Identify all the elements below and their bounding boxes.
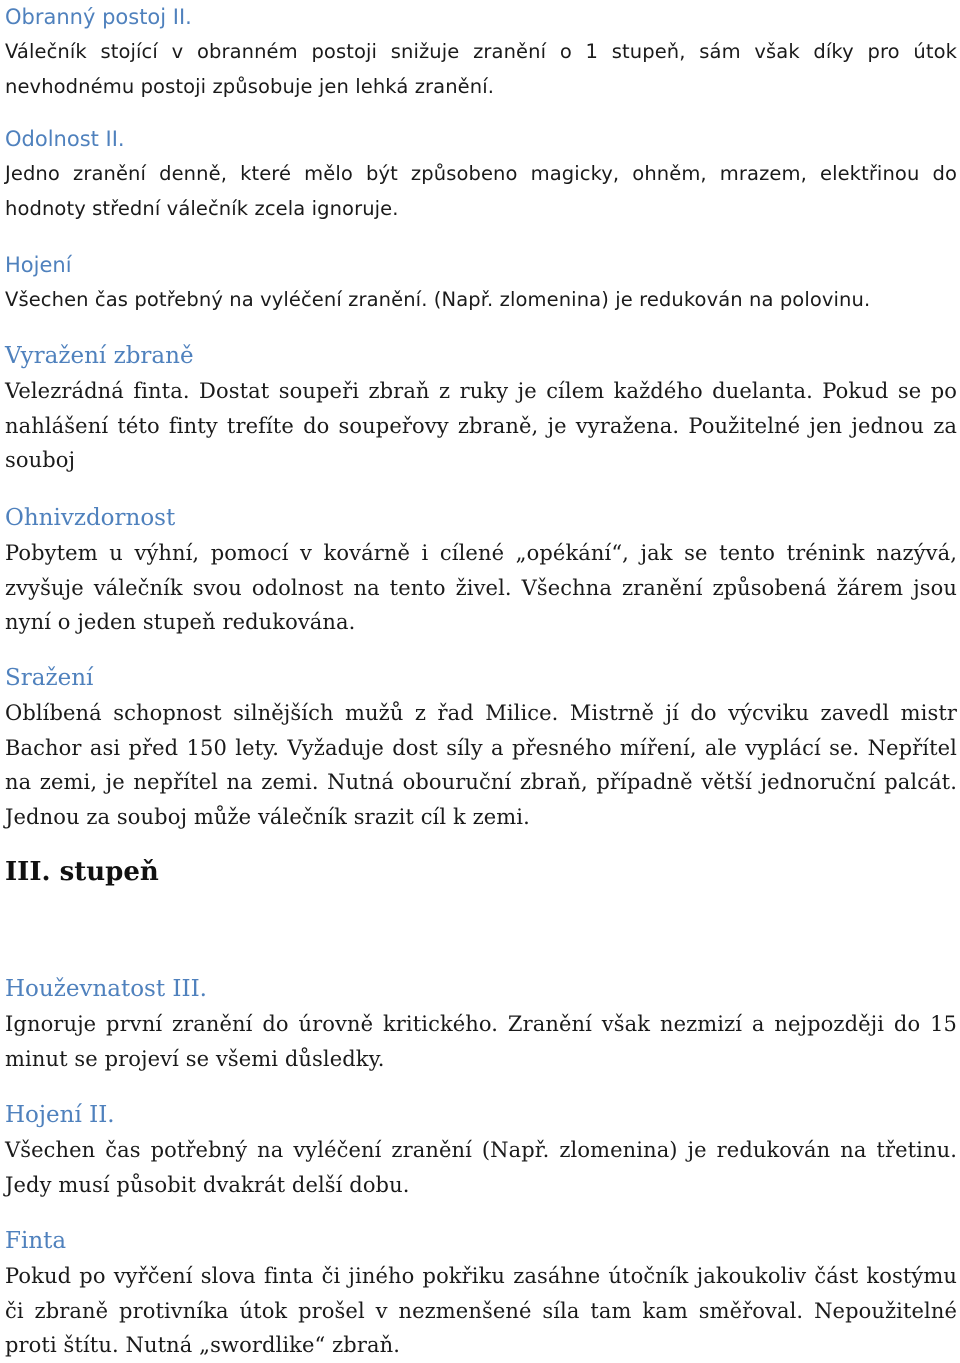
section-text: Pobytem u výhní, pomocí v kovárně i cílené „opékání“, jak se tento trénink nazývá, zvyšuje válečník svou odolnost na tento živel. Všechna zranění způsobená žárem jsou nyní o jeden stupeň redukována. [5, 541, 957, 634]
section-finta [5, 1226, 957, 1363]
section-title: Odolnost II. [5, 127, 125, 151]
section-title: Vyražení zbraně [5, 343, 194, 369]
section-srazeni [5, 663, 957, 834]
section-vyrazeni-zbrane [5, 341, 957, 478]
section-title: Obranný postoj II. [5, 5, 192, 29]
section-houzevnatost [5, 974, 957, 1076]
section-ohnivzdornost [5, 503, 957, 640]
section-text: Všechen čas potřebný na vyléčení zranění. (Např. zlomenina) je redukován na polovinu. [5, 288, 871, 311]
section-title: Hojení [5, 253, 72, 277]
section-hojeni-ii [5, 1100, 957, 1202]
degree-heading: III. stupeň [5, 857, 159, 887]
section-title: Sražení [5, 665, 94, 691]
section-title: Hojení II. [5, 1102, 115, 1128]
section-text: Velezrádná finta. Dostat soupeři zbraň z ruky je cílem každého duelanta. Pokud se po nahlášení této finty trefíte do soupeřovy zbraně, je vyražena. Použitelné jen jednou za souboj [5, 379, 957, 472]
section-odolnost [5, 124, 957, 226]
section-title: Ohnivzdornost [5, 505, 176, 531]
section-hojeni [5, 250, 957, 318]
section-title: Finta [5, 1228, 67, 1254]
section-text: Válečník stojící v obranném postoji snižuje zranění o 1 stupeň, sám však díky pro útok nevhodnému postoji způsobuje jen lehká zranění. [5, 40, 957, 98]
section-text: Oblíbená schopnost silnějších mužů z řad Milice. Mistrně jí do výcviku zavedl mistr Bachor asi před 150 lety. Vyžaduje dost síly a přesného míření, ale vyplácí se. Nepřítel na zemi, je nepřítel na zemi. Nutná obouruční zbraň, případně větší jednoruční palcát. Jednou za souboj může válečník srazit cíl k zemi. [5, 701, 957, 829]
section-text: Ignoruje první zranění do úrovně kritického. Zranění však nezmizí a nejpozději do 15 minut se projeví se všemi důsledky. [5, 1012, 957, 1071]
section-obranny-postoj [5, 2, 957, 104]
degree-block [5, 857, 957, 887]
section-text: Jedno zranění denně, které mělo být způsobeno magicky, ohněm, mrazem, elektřinou do hodnoty střední válečník zcela ignoruje. [5, 162, 957, 220]
section-title: Houževnatost III. [5, 976, 207, 1002]
section-text: Všechen čas potřebný na vyléčení zranění (Např. zlomenina) je redukován na třetinu. Jedy musí působit dvakrát delší dobu. [5, 1138, 957, 1197]
section-text: Pokud po vyřčení slova finta či jiného pokřiku zasáhne útočník jakoukoliv část kostýmu či zbraně protivníka útok prošel v nezmenšené síla tam kam směřoval. Nepoužitelné proti štítu. Nutná „swordlike“ zbraň. [5, 1264, 957, 1357]
